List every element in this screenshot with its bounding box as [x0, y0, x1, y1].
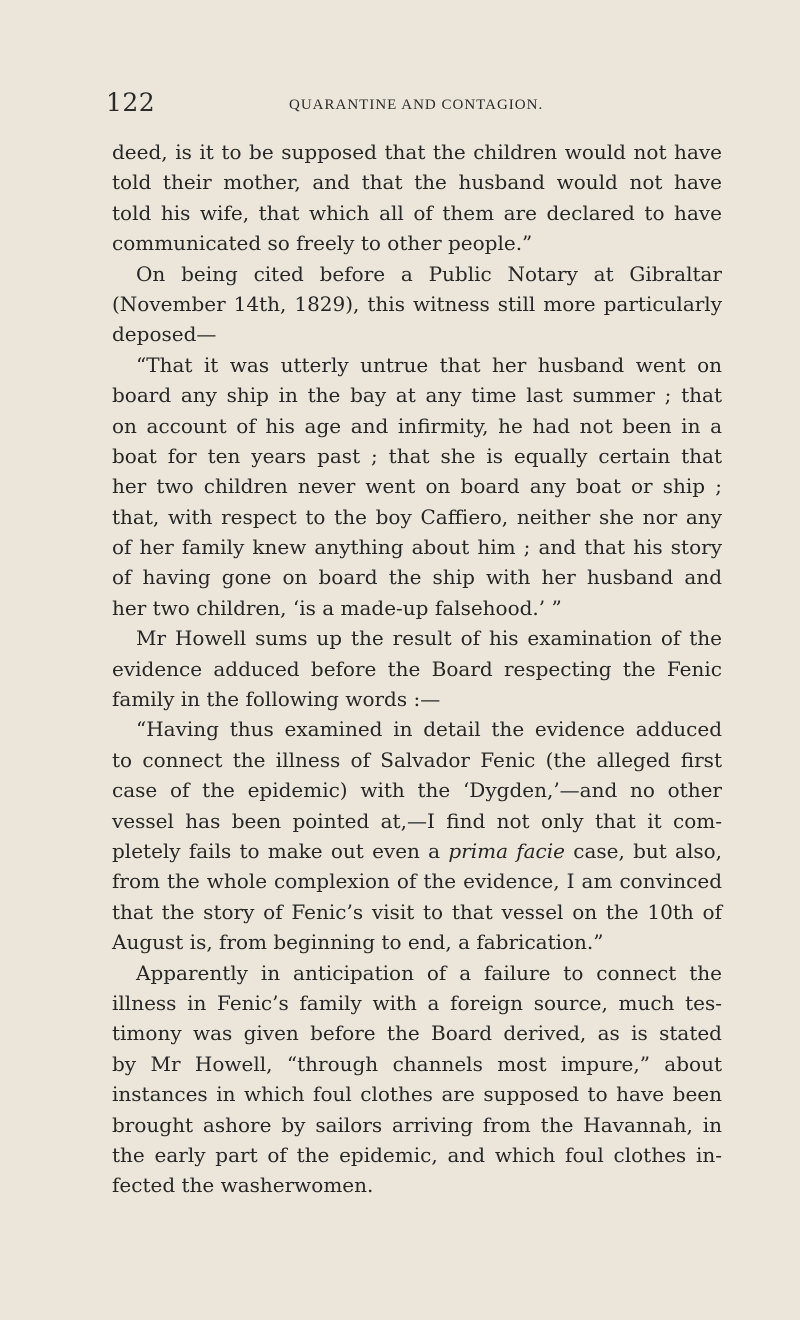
text-line: communicated so freely to other people.”: [112, 231, 533, 256]
text-line: Apparently in anticipation of a failure to connect the: [136, 960, 722, 985]
text-line: timony was given before the Board derived, as is stated: [112, 1021, 722, 1046]
page-number: 122: [106, 88, 156, 117]
text-line: “That it was utterly untrue that her husband went on: [136, 352, 722, 377]
italic-phrase: prima facie: [448, 838, 565, 863]
text-line: Mr Howell sums up the result of his examination of the: [136, 626, 722, 651]
text-line: case of the epidemic) with the ‘Dygden,’—and no other: [112, 778, 722, 803]
text-line: [112, 836, 722, 866]
text-line: the early part of the epidemic, and which foul clothes in-: [112, 1142, 722, 1167]
text-line-segment: pletely fails to make out even a: [112, 838, 449, 863]
text-line: deed, is it to be supposed that the children would not have: [112, 140, 722, 164]
text-line: illness in Fenic’s family with a foreign source, much tes-: [112, 990, 722, 1015]
text-line: on account of his age and infirmity, he had not been in a: [112, 413, 722, 438]
text-line: deposed—: [112, 322, 217, 347]
text-line: of her family knew anything about him ; and that his story: [112, 535, 722, 560]
text-line: August is, from beginning to end, a fabrication.”: [112, 930, 604, 955]
body-text: [112, 137, 722, 1201]
text-line: On being cited before a Public Notary at Gibraltar: [136, 261, 722, 286]
text-line: from the whole complexion of the evidence, I am convinced: [112, 869, 722, 894]
text-line: by Mr Howell, “through channels most impure,” about: [112, 1051, 722, 1076]
text-line: told their mother, and that the husband would not have: [112, 170, 722, 195]
text-line: told his wife, that which all of them are declared to have: [112, 200, 722, 225]
text-line: “Having thus examined in detail the evidence adduced: [136, 717, 722, 742]
running-head: QUARANTINE AND CONTAGION.: [289, 97, 544, 113]
text-line: brought ashore by sailors arriving from the Havannah, in: [112, 1112, 722, 1137]
text-line: fected the washerwomen.: [112, 1173, 374, 1198]
text-line: of having gone on board the ship with her husband and: [112, 565, 722, 590]
text-line: that the story of Fenic’s visit to that vessel on the 10th of: [112, 899, 722, 924]
text-line: her two children, ‘is a made-up falsehood.’ ”: [112, 595, 562, 620]
text-line: family in the following words :—: [112, 687, 441, 712]
text-line: that, with respect to the boy Caffiero, neither she nor any: [112, 504, 722, 529]
text-line: board any ship in the bay at any time last summer ; that: [112, 383, 722, 408]
text-line: her two children never went on board any boat or ship ;: [112, 474, 722, 499]
text-line: (November 14th, 1829), this witness still more particularly: [112, 291, 722, 316]
text-line: to connect the illness of Salvador Fenic (the alleged first: [112, 747, 722, 772]
text-line: evidence adduced before the Board respecting the Fenic: [112, 656, 722, 681]
text-line: instances in which foul clothes are supposed to have been: [112, 1082, 722, 1107]
text-line: vessel has been pointed at,—I find not only that it com-: [112, 808, 722, 833]
text-line: boat for ten years past ; that she is equally certain that: [112, 443, 722, 468]
text-line-segment: case, but also,: [565, 838, 723, 863]
